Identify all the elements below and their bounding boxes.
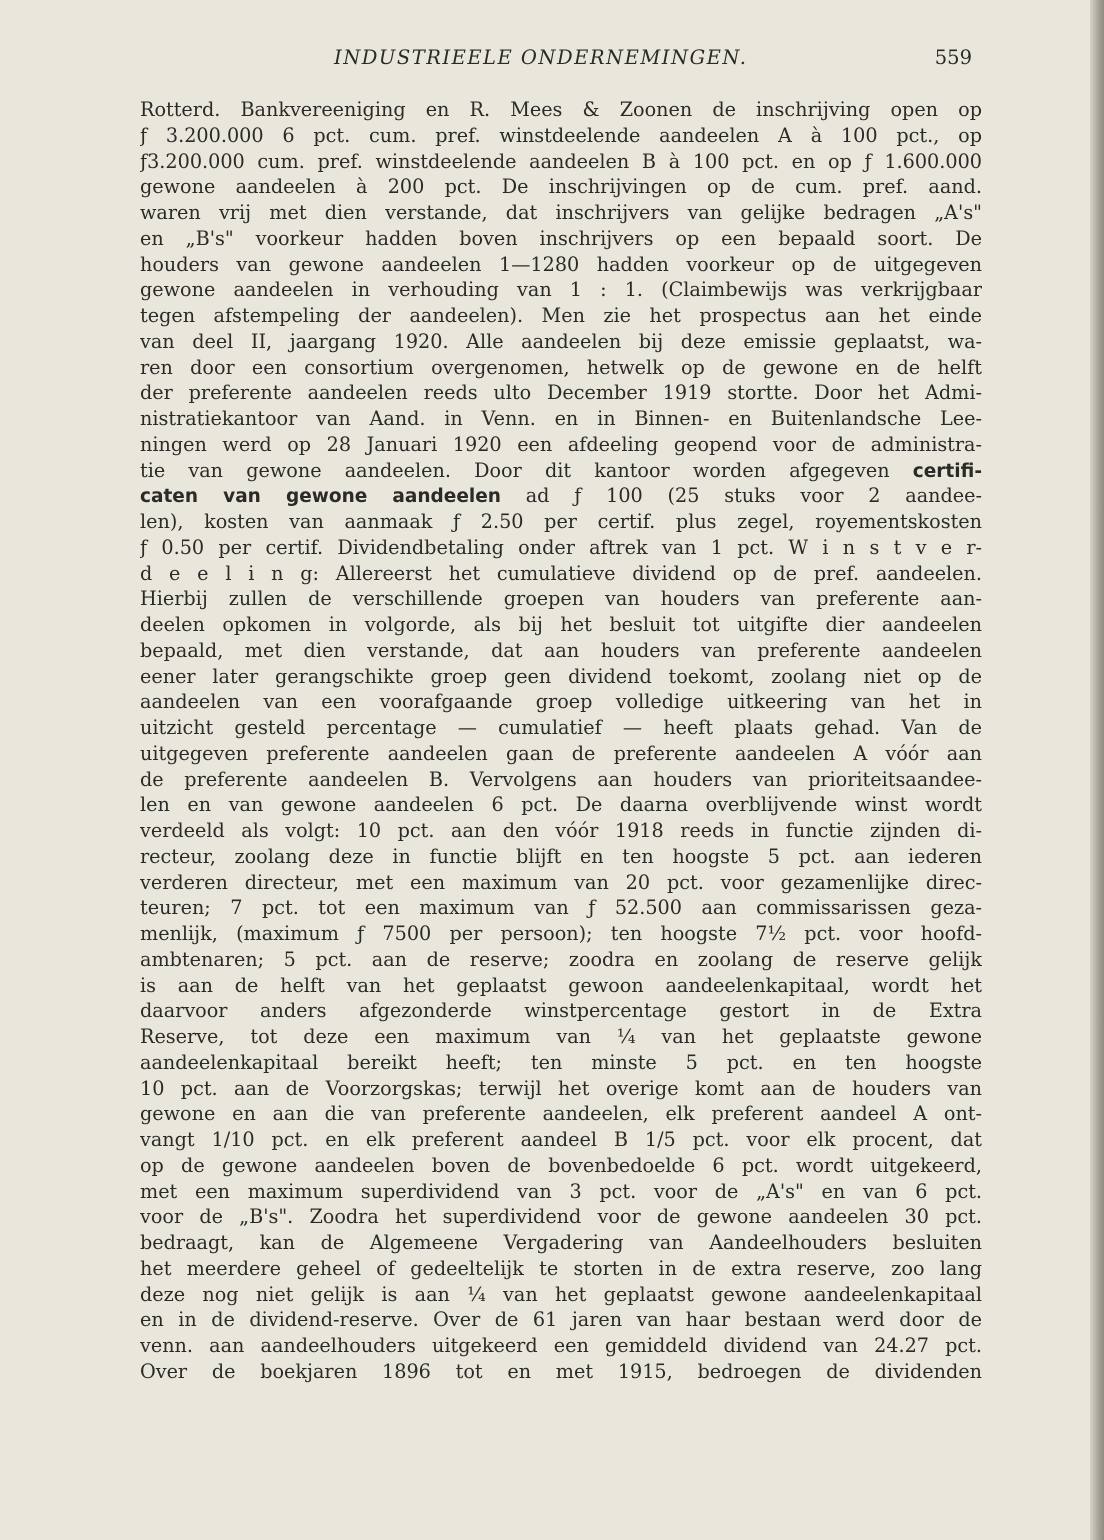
text-line: verdeeld als volgt: 10 pct. aan den vóór 1918 reeds in functie zijnden di-: [140, 819, 982, 842]
text-line: Reserve, tot deze een maximum van ¼ van het geplaatste gewone: [140, 1025, 982, 1048]
text-line: en in de dividend-reserve. Over de 61 jaren van haar bestaan werd door de: [140, 1308, 982, 1332]
text-line: aandeelenkapitaal bereikt heeft; ten minste 5 pct. en ten hoogste: [140, 1050, 982, 1074]
text-segment: tie van gewone aandeelen. Door dit kantoor worden afgegeven: [140, 458, 913, 482]
text-line: teuren; 7 pct. tot een maximum van ƒ 52.500 aan commissarissen geza-: [140, 896, 982, 920]
text-line: gewone aandeelen à 200 pct. De inschrijvingen op de cum. pref. aand.: [140, 175, 982, 199]
text-line: eener later gerangschikte groep geen dividend toekomt, zoolang niet op de: [140, 664, 982, 688]
emphasized-term: certifi-: [912, 460, 982, 482]
text-line: Hierbij zullen de verschillende groepen van houders van preferente aan-: [140, 587, 982, 611]
text-line: recteur, zoolang deze in functie blijft en ten hoogste 5 pct. aan iederen: [140, 844, 982, 868]
text-line: daarvoor anders afgezonderde winstpercentage gestort in de Extra: [140, 999, 982, 1023]
text-line: len en van gewone aandeelen 6 pct. De daarna overblijvende winst wordt: [140, 793, 982, 817]
text-segment: ad ƒ 100 (25 stuks voor 2 aandee-: [500, 484, 982, 508]
text-line: gewone en aan die van preferente aandeelen, elk preferent aandeel A ont-: [140, 1102, 982, 1126]
page-edge: [1090, 0, 1104, 1540]
text-line: houders van gewone aandeelen 1—1280 hadden voorkeur op de uitgegeven: [140, 252, 982, 276]
text-line: ƒ 3.200.000 6 pct. cum. pref. winstdeelende aandeelen A à 100 pct., op: [140, 123, 982, 147]
text-line: len), kosten van aanmaak ƒ 2.50 per certif. plus zegel, royementskosten: [140, 510, 982, 533]
text-line: en „B's" voorkeur hadden boven inschrijvers op een bepaald soort. De: [140, 226, 982, 250]
text-line: aandeelen van een voorafgaande groep volledige uitkeering van het in: [140, 690, 982, 714]
text-line: nistratiekantoor van Aand. in Venn. en in Binnen- en Buitenlandsche Lee-: [140, 407, 982, 430]
text-line: de preferente aandeelen B. Vervolgens aan houders van prioriteitsaandee-: [140, 767, 982, 791]
text-line: tegen afstempeling der aandeelen). Men zie het prospectus aan het einde: [140, 304, 982, 327]
text-line: uitzicht gesteld percentage — cumulatief — heeft plaats gehad. Van de: [140, 716, 982, 739]
text-line: met een maximum superdividend van 3 pct. voor de „A's" en van 6 pct.: [140, 1179, 982, 1203]
text-line: van deel II, jaargang 1920. Alle aandeelen bij deze emissie geplaatst, wa-: [140, 329, 982, 353]
text-line: [140, 483, 982, 509]
body-text: [140, 97, 982, 1385]
text-line: ambtenaren; 5 pct. aan de reserve; zoodra en zoolang de reserve gelijk: [140, 947, 982, 971]
text-line: ningen werd op 28 Januari 1920 een afdeeling geopend voor de administra-: [140, 432, 982, 456]
text-line: uitgegeven preferente aandeelen gaan de preferente aandeelen A vóór aan: [140, 741, 982, 765]
text-line: bepaald, met dien verstande, dat aan houders van preferente aandeelen: [140, 638, 982, 662]
text-line: venn. aan aandeelhouders uitgekeerd een gemiddeld dividend van 24.27 pct.: [140, 1334, 982, 1357]
text-line: het meerdere geheel of gedeeltelijk te storten in de extra reserve, zoo lang: [140, 1256, 982, 1280]
text-line: [140, 458, 982, 484]
text-line: ren door een consortium overgenomen, hetwelk op de gewone en de helft: [140, 355, 982, 379]
text-line: verderen directeur, met een maximum van 20 pct. voor gezamenlijke direc-: [140, 870, 982, 894]
text-line: ƒ3.200.000 cum. pref. winstdeelende aandeelen B à 100 pct. en op ƒ 1.600.000: [140, 149, 982, 173]
text-line: deelen opkomen in volgorde, als bij het besluit tot uitgifte dier aandeelen: [140, 613, 982, 636]
text-line: gewone aandeelen in verhouding van 1 : 1. (Claimbewijs was verkrijgbaar: [140, 278, 982, 302]
text-line: d e e l i n g: Allereerst het cumulatieve dividend op de pref. aandeelen.: [140, 561, 982, 585]
emphasized-term: caten van gewone aandeelen: [140, 486, 501, 508]
text-line: bedraagt, kan de Algemeene Vergadering van Aandeelhouders besluiten: [140, 1231, 982, 1254]
text-line: Rotterd. Bankvereeniging en R. Mees & Zoonen de inschrijving open op: [140, 98, 982, 121]
text-line: der preferente aandeelen reeds ulto December 1919 stortte. Door het Admi-: [140, 381, 982, 405]
text-line: Over de boekjaren 1896 tot en met 1915, bedroegen de dividenden: [140, 1359, 982, 1383]
text-line: is aan de helft van het geplaatst gewoon aandeelenkapitaal, wordt het: [140, 973, 982, 997]
text-line: op de gewone aandeelen boven de bovenbedoelde 6 pct. wordt uitgekeerd,: [140, 1153, 982, 1177]
text-line: menlijk, (maximum ƒ 7500 per persoon); ten hoogste 7½ pct. voor hoofd-: [140, 922, 982, 945]
text-line: vangt 1/10 pct. en elk preferent aandeel B 1/5 pct. voor elk procent, dat: [140, 1128, 982, 1151]
page-header: [140, 46, 982, 76]
text-line: voor de „B's". Zoodra het superdividend voor de gewone aandeelen 30 pct.: [140, 1205, 982, 1229]
page-number: 559: [934, 46, 972, 69]
text-line: waren vrij met dien verstande, dat inschrijvers van gelijke bedragen „A's": [140, 201, 982, 224]
text-line: 10 pct. aan de Voorzorgskas; terwijl het overige komt aan de houders van: [140, 1076, 982, 1100]
text-line: ƒ 0.50 per certif. Dividendbetaling onder aftrek van 1 pct. W i n s t v e r-: [140, 535, 982, 559]
running-title: INDUSTRIEELE ONDERNEMINGEN.: [334, 46, 748, 69]
text-line: deze nog niet gelijk is aan ¼ van het geplaatst gewone aandeelenkapitaal: [140, 1282, 982, 1306]
